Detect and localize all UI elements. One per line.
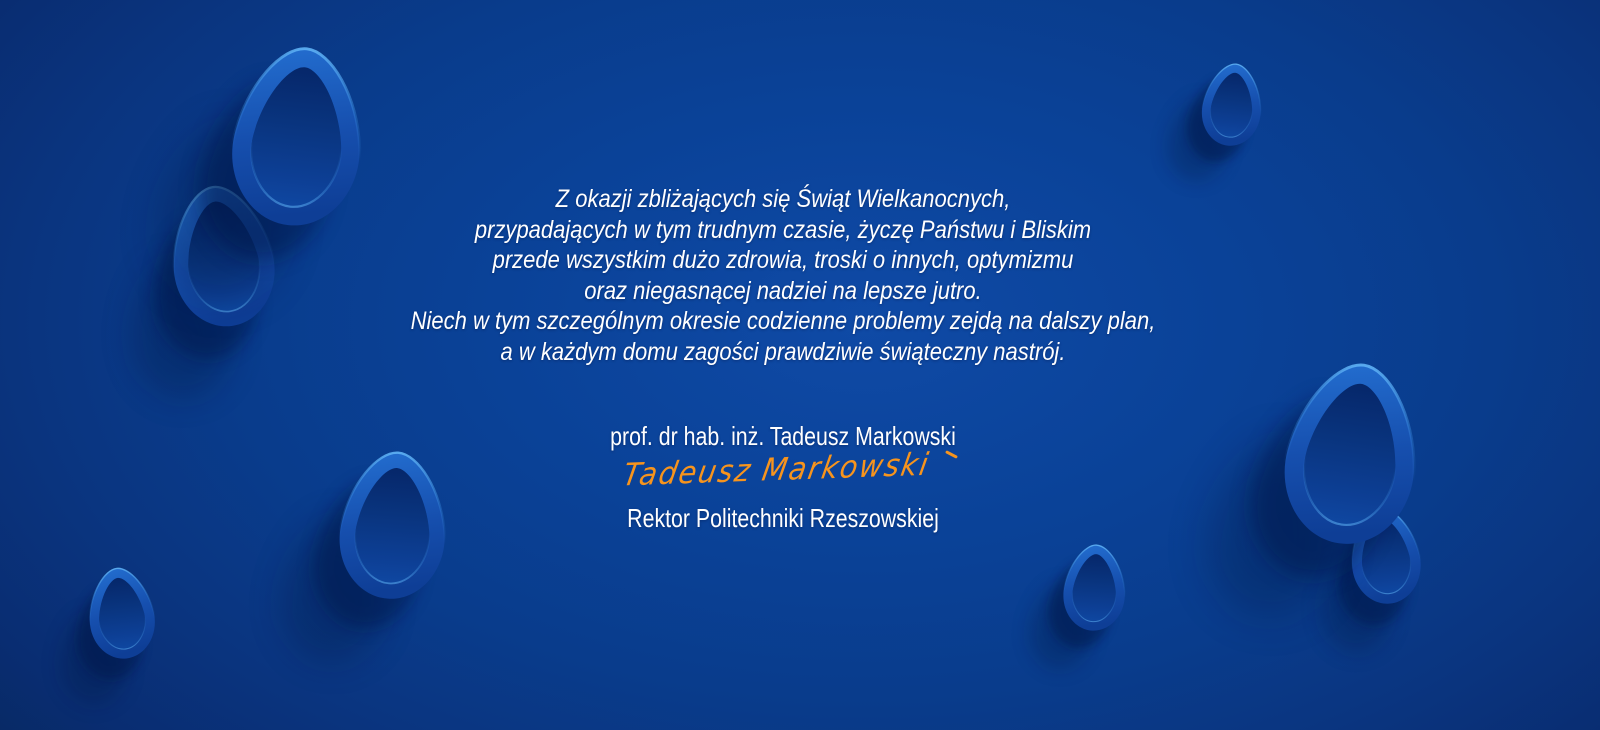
greeting-line: oraz niegasnącej nadziei na lepsze jutro.	[584, 276, 982, 305]
signatory-name: prof. dr hab. inż. Tadeusz Markowski	[610, 421, 956, 451]
greeting-line: a w każdym domu zagości prawdziwie świąteczny nastrój.	[500, 337, 1066, 366]
greeting-text	[79, 184, 1487, 368]
signatory-title: Rektor Politechniki Rzeszowskiej	[627, 503, 939, 533]
greeting-line: Niech w tym szczególnym okresie codzienne problemy zejdą na dalszy plan,	[410, 307, 1156, 336]
greeting-line: przypadających w tym trudnym czasie, życzę Państwu i Bliskim	[474, 215, 1092, 244]
signature-text: Tadeusz Markowski	[620, 446, 933, 494]
signature-flourish-icon	[945, 450, 958, 459]
signature	[0, 446, 1583, 504]
greeting-line: przede wszystkim dużo zdrowia, troski o innych, optymizmu	[492, 246, 1074, 275]
greeting-line: Z okazji zbliżających się Świąt Wielkanocnych,	[555, 185, 1011, 213]
